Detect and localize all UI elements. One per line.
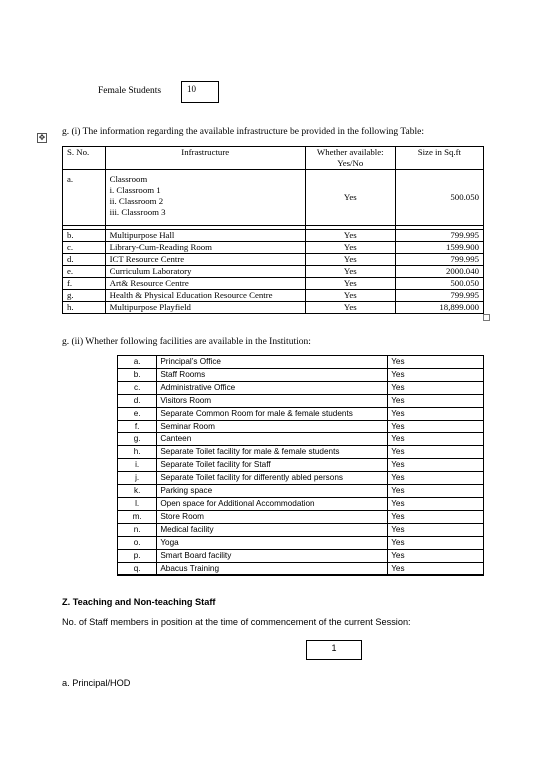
facility-row <box>118 485 484 498</box>
facility-row <box>118 381 484 394</box>
table-move-handle-icon[interactable]: ✥ <box>38 133 46 142</box>
header-size: Size in Sq.ft <box>395 147 483 170</box>
facility-row <box>118 536 484 549</box>
facility-value: Yes <box>388 433 484 446</box>
facility-index: l. <box>118 497 157 510</box>
cell-available: Yes <box>305 230 395 242</box>
facility-row <box>118 497 484 510</box>
cell-infrastructure: Curriculum Laboratory <box>105 266 305 278</box>
facility-row <box>118 523 484 536</box>
infrastructure-row <box>63 242 484 254</box>
staff-section-title: Z. Teaching and Non-teaching Staff <box>62 597 216 607</box>
facility-value: Yes <box>388 485 484 498</box>
cell-sno: c. <box>63 242 106 254</box>
facility-name: Staff Rooms <box>157 368 388 381</box>
cell-size: 799.995 <box>395 230 483 242</box>
cell-sno: d. <box>63 254 106 266</box>
cell-infrastructure: Library-Cum-Reading Room <box>105 242 305 254</box>
facilities-table <box>117 355 484 576</box>
facility-index: p. <box>118 549 157 562</box>
cell-available: Yes <box>305 266 395 278</box>
facility-value: Yes <box>388 356 484 369</box>
facility-index: i. <box>118 459 157 472</box>
cell-available: Yes <box>305 254 395 266</box>
female-students-value-box[interactable]: 10 <box>181 81 219 103</box>
facility-value: Yes <box>388 472 484 485</box>
facility-name: Smart Board facility <box>157 549 388 562</box>
facility-value: Yes <box>388 459 484 472</box>
classroom-line: i. Classroom 1 <box>109 185 161 195</box>
cell-sno: a. <box>63 170 106 226</box>
female-students-label: Female Students <box>98 86 162 96</box>
facility-name: Separate Toilet facility for male & female students <box>157 446 388 459</box>
facility-row <box>118 510 484 523</box>
infrastructure-row <box>63 290 484 302</box>
cell-classroom <box>105 170 305 226</box>
facility-index: q. <box>118 562 157 575</box>
facility-row <box>118 549 484 562</box>
classroom-line: iii. Classroom 3 <box>109 207 166 217</box>
principal-hod-label: a. Principal/HOD <box>62 678 131 688</box>
infrastructure-row <box>63 254 484 266</box>
facility-value: Yes <box>388 394 484 407</box>
facility-value: Yes <box>388 523 484 536</box>
facility-index: j. <box>118 472 157 485</box>
cell-size: 500.050 <box>395 170 483 226</box>
facility-name: Visitors Room <box>157 394 388 407</box>
facility-row <box>118 407 484 420</box>
facility-name: Canteen <box>157 433 388 446</box>
cell-size: 18,899.000 <box>395 302 483 314</box>
facility-name: Store Room <box>157 510 388 523</box>
cell-available: Yes <box>305 290 395 302</box>
facility-index: e. <box>118 407 157 420</box>
facility-value: Yes <box>388 368 484 381</box>
facility-value: Yes <box>388 510 484 523</box>
facility-value: Yes <box>388 420 484 433</box>
header-available: Whether available: Yes/No <box>305 147 395 170</box>
cell-infrastructure: Multipurpose Playfield <box>105 302 305 314</box>
cell-available: Yes <box>305 278 395 290</box>
facility-index: c. <box>118 381 157 394</box>
facility-row <box>118 420 484 433</box>
facility-row <box>118 394 484 407</box>
infrastructure-classroom-row <box>63 170 484 226</box>
facility-row <box>118 446 484 459</box>
cell-size: 2000.040 <box>395 266 483 278</box>
facility-index: g. <box>118 433 157 446</box>
cell-infrastructure: ICT Resource Centre <box>105 254 305 266</box>
facility-index: a. <box>118 356 157 369</box>
cell-sno: b. <box>63 230 106 242</box>
facility-value: Yes <box>388 407 484 420</box>
cell-infrastructure: Art& Resource Centre <box>105 278 305 290</box>
facility-value: Yes <box>388 381 484 394</box>
header-infrastructure: Infrastructure <box>105 147 305 170</box>
facility-value: Yes <box>388 562 484 575</box>
facility-row <box>118 368 484 381</box>
cell-sno: g. <box>63 290 106 302</box>
facility-value: Yes <box>388 497 484 510</box>
facility-name: Yoga <box>157 536 388 549</box>
facility-index: o. <box>118 536 157 549</box>
staff-count-box[interactable]: 1 <box>306 640 362 660</box>
facility-value: Yes <box>388 549 484 562</box>
cell-available: Yes <box>305 170 395 226</box>
cell-size: 799.995 <box>395 290 483 302</box>
facility-name: Seminar Room <box>157 420 388 433</box>
facility-name: Principal’s Office <box>157 356 388 369</box>
header-sno: S. No. <box>63 147 106 170</box>
facility-name: Separate Toilet facility for differently abled persons <box>157 472 388 485</box>
classroom-line: ii. Classroom 2 <box>109 196 164 206</box>
cell-available: Yes <box>305 302 395 314</box>
facility-name: Parking space <box>157 485 388 498</box>
facility-name: Medical facility <box>157 523 388 536</box>
classroom-line: Classroom <box>109 174 148 184</box>
cell-infrastructure: Multipurpose Hall <box>105 230 305 242</box>
cell-size: 1599.900 <box>395 242 483 254</box>
facility-name: Separate Common Room for male & female students <box>157 407 388 420</box>
infrastructure-row <box>63 302 484 314</box>
facility-row <box>118 433 484 446</box>
facility-name: Abacus Training <box>157 562 388 575</box>
infrastructure-row <box>63 266 484 278</box>
facility-index: d. <box>118 394 157 407</box>
facility-index: f. <box>118 420 157 433</box>
infrastructure-row <box>63 230 484 242</box>
facilities-heading: g. (ii) Whether following facilities are available in the Institution: <box>62 337 311 347</box>
facility-name: Separate Toilet facility for Staff <box>157 459 388 472</box>
cell-sno: e. <box>63 266 106 278</box>
cell-size: 799.995 <box>395 254 483 266</box>
cell-sno: f. <box>63 278 106 290</box>
facility-row <box>118 562 484 575</box>
infrastructure-row <box>63 278 484 290</box>
facility-value: Yes <box>388 536 484 549</box>
facility-value: Yes <box>388 446 484 459</box>
table-resize-handle[interactable] <box>483 314 490 321</box>
facility-index: n. <box>118 523 157 536</box>
facility-row <box>118 356 484 369</box>
facility-index: m. <box>118 510 157 523</box>
facility-index: b. <box>118 368 157 381</box>
infrastructure-table <box>62 146 484 314</box>
facility-row <box>118 459 484 472</box>
cell-size: 500.050 <box>395 278 483 290</box>
facility-name: Open space for Additional Accommodation <box>157 497 388 510</box>
cell-available: Yes <box>305 242 395 254</box>
infrastructure-heading: g. (i) The information regarding the available infrastructure be provided in the following Table: <box>62 127 424 137</box>
infrastructure-header-row <box>63 147 484 170</box>
facility-index: h. <box>118 446 157 459</box>
facility-index: k. <box>118 485 157 498</box>
facility-row <box>118 472 484 485</box>
cell-infrastructure: Health & Physical Education Resource Centre <box>105 290 305 302</box>
facility-name: Administrative Office <box>157 381 388 394</box>
staff-count-question: No. of Staff members in position at the time of commencement of the current Session: <box>62 617 411 627</box>
cell-sno: h. <box>63 302 106 314</box>
